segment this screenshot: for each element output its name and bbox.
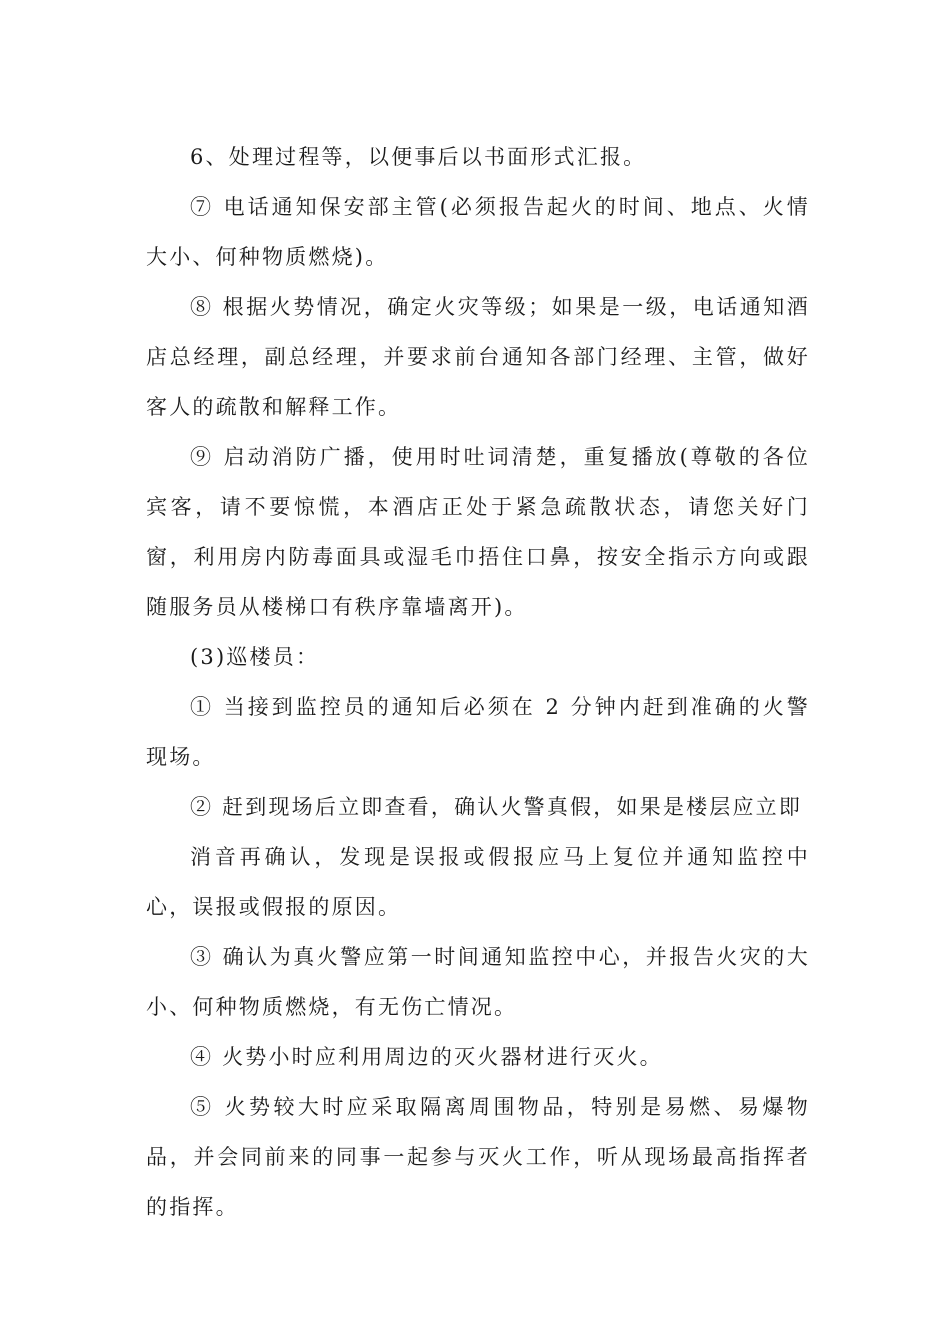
paragraph-step-9: ⑨ 启动消防广播，使用时吐词清楚，重复播放(尊敬的各位宾客，请不要惊慌，本酒店正处于紧急疏散状态，请您关好门窗，利用房内防毒面具或湿毛巾捂住口鼻，按安全指示方向或跟随服务员从楼梯口有秩序靠墙离开)。 bbox=[146, 445, 810, 619]
paragraph-6-process: 6、处理过程等，以便事后以书面形式汇报。 bbox=[190, 145, 647, 169]
paragraph-step-8: ⑧ 根据火势情况，确定火灾等级；如果是一级，电话通知酒店总经理，副总经理，并要求前台通知各部门经理、主管，做好客人的疏散和解释工作。 bbox=[146, 295, 810, 419]
section-heading-patrol: (3)巡楼员： bbox=[190, 645, 320, 669]
paragraph-patrol-2-cont: 消音再确认，发现是误报或假报应马上复位并通知监控中心，误报或假报的原因。 bbox=[146, 845, 810, 919]
paragraph-patrol-3: ③ 确认为真火警应第一时间通知监控中心，并报告火灾的大小、何种物质燃烧，有无伤亡情况。 bbox=[146, 945, 810, 1019]
document-body bbox=[146, 132, 810, 1232]
paragraph-step-7: ⑦ 电话通知保安部主管(必须报告起火的时间、地点、火情大小、何种物质燃烧)。 bbox=[146, 195, 810, 269]
paragraph-patrol-2: ② 赶到现场后立即查看，确认火警真假，如果是楼层应立即 bbox=[190, 795, 803, 819]
paragraph-patrol-4: ④ 火势小时应利用周边的灭火器材进行灭火。 bbox=[190, 1045, 663, 1069]
paragraph-patrol-5: ⑤ 火势较大时应采取隔离周围物品，特别是易燃、易爆物品，并会同前来的同事一起参与灭火工作，听从现场最高指挥者的指挥。 bbox=[146, 1095, 810, 1219]
paragraph-patrol-1: ① 当接到监控员的通知后必须在 2 分钟内赶到准确的火警现场。 bbox=[146, 695, 810, 769]
